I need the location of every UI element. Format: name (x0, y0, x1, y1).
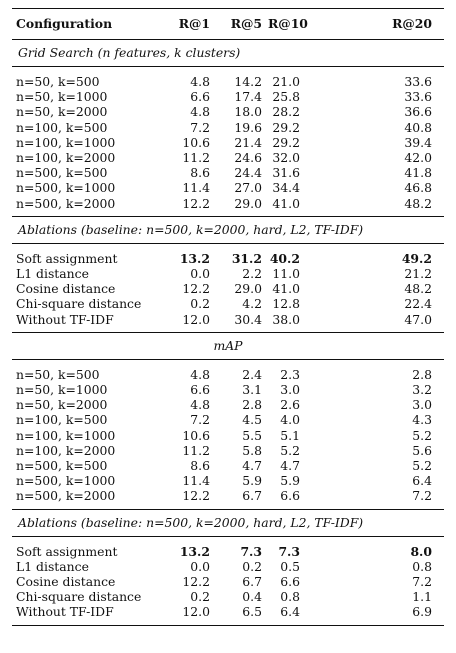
section-ablations-recall-title: Ablations (baseline: n=500, k=2000, hard, L2, TF-IDF) (12, 216, 444, 243)
cell-r20: 7.2 (412, 574, 432, 590)
cell-r20: 5.2 (412, 427, 432, 443)
cell-r20: 39.4 (404, 134, 432, 150)
cell-r5: 29.0 (234, 281, 262, 297)
cell-r10: 12.8 (272, 296, 300, 312)
cell-r20: 3.2 (412, 382, 432, 398)
cell-r20: 8.0 (410, 543, 432, 559)
row-configuration: L1 distance (16, 266, 89, 282)
cell-r10: 0.8 (280, 589, 300, 605)
table-row (12, 135, 444, 150)
row-configuration: n=50, k=1000 (16, 382, 108, 398)
cell-r10: 11.0 (272, 266, 300, 282)
cell-r1: 6.6 (190, 382, 210, 398)
cell-r20: 4.3 (412, 412, 432, 428)
cell-r10: 4.0 (280, 412, 300, 428)
cell-r20: 33.6 (404, 74, 432, 89)
cell-r20: 49.2 (401, 250, 432, 266)
section-grid-search (12, 40, 444, 67)
cell-r5: 6.5 (220, 604, 266, 625)
cell-r1: 12.2 (182, 281, 210, 297)
cell-r10: 34.4 (272, 180, 300, 196)
cell-r1: 8.6 (190, 165, 210, 181)
table-row (12, 536, 444, 559)
row-configuration: n=50, k=2000 (16, 104, 108, 120)
cell-r20: 36.6 (404, 104, 432, 120)
section-ablations-map-title: Ablations (baseline: n=500, k=2000, hard, L2, TF-IDF) (12, 509, 444, 536)
table-row (12, 397, 444, 412)
header-r10: R@10 (266, 9, 312, 40)
table-row (12, 312, 444, 333)
table-row (12, 589, 444, 604)
cell-r1: 12.0 (162, 604, 220, 625)
table-row (12, 243, 444, 266)
cell-r20: 21.2 (404, 266, 432, 282)
row-configuration: n=100, k=500 (16, 119, 108, 135)
cell-r20: 47.0 (312, 312, 444, 333)
table-header-row (12, 9, 444, 40)
cell-r5: 31.2 (231, 250, 262, 266)
row-configuration: n=500, k=2000 (12, 488, 162, 509)
row-configuration: Cosine distance (16, 281, 116, 297)
row-configuration: n=100, k=1000 (16, 134, 116, 150)
cell-r10: 40.2 (269, 250, 300, 266)
cell-r5: 21.4 (234, 134, 262, 150)
cell-r5: 4.5 (242, 412, 262, 428)
row-configuration: Cosine distance (16, 574, 116, 590)
section-map (12, 332, 444, 359)
cell-r20: 0.8 (412, 558, 432, 574)
row-configuration: n=50, k=2000 (16, 397, 108, 413)
section-map-title: mAP (12, 332, 444, 359)
cell-r20: 2.8 (412, 366, 432, 382)
row-configuration: Soft assignment (16, 543, 118, 559)
row-configuration: n=100, k=500 (16, 412, 108, 428)
row-configuration: n=50, k=500 (16, 74, 100, 89)
cell-r10: 5.9 (280, 473, 300, 489)
cell-r1: 4.8 (190, 366, 210, 382)
row-configuration: n=500, k=500 (16, 458, 108, 474)
cell-r5: 2.2 (242, 266, 262, 282)
cell-r5: 0.4 (242, 589, 262, 605)
cell-r20: 1.1 (412, 589, 432, 605)
row-configuration: n=500, k=1000 (16, 180, 116, 196)
cell-r10: 38.0 (266, 312, 312, 333)
cell-r5: 2.8 (242, 397, 262, 413)
cell-r10: 25.8 (272, 89, 300, 105)
cell-r5: 5.5 (242, 427, 262, 443)
cell-r10: 21.0 (272, 74, 300, 89)
cell-r1: 11.2 (182, 150, 210, 166)
cell-r1: 13.2 (179, 543, 210, 559)
header-configuration: Configuration (12, 9, 162, 40)
cell-r20: 46.8 (404, 180, 432, 196)
cell-r20: 48.2 (404, 281, 432, 297)
cell-r10: 41.0 (272, 281, 300, 297)
table-row (12, 165, 444, 180)
cell-r1: 13.2 (179, 250, 210, 266)
table-row (12, 412, 444, 427)
cell-r20: 33.6 (404, 89, 432, 105)
cell-r20: 5.6 (412, 442, 432, 458)
row-configuration: Soft assignment (16, 250, 118, 266)
cell-r5: 14.2 (234, 74, 262, 89)
cell-r1: 4.8 (190, 104, 210, 120)
cell-r20: 5.2 (412, 458, 432, 474)
row-configuration: Without TF-IDF (12, 604, 162, 625)
row-configuration: Chi-square distance (16, 589, 142, 605)
table-row (12, 359, 444, 382)
table-row (12, 180, 444, 195)
table-row (12, 559, 444, 574)
cell-r20: 48.2 (312, 196, 444, 217)
header-r5: R@5 (220, 9, 266, 40)
row-configuration: n=50, k=500 (16, 366, 100, 382)
cell-r1: 10.6 (182, 427, 210, 443)
cell-r1: 12.2 (162, 488, 220, 509)
cell-r10: 29.2 (272, 119, 300, 135)
row-configuration: n=500, k=2000 (12, 196, 162, 217)
cell-r10: 4.7 (280, 458, 300, 474)
table-row (12, 574, 444, 589)
cell-r1: 6.6 (190, 89, 210, 105)
cell-r10: 28.2 (272, 104, 300, 120)
cell-r5: 30.4 (220, 312, 266, 333)
cell-r1: 0.0 (190, 558, 210, 574)
row-configuration: n=100, k=2000 (16, 150, 116, 166)
table-row (12, 458, 444, 473)
table-row (12, 296, 444, 311)
cell-r10: 5.2 (280, 442, 300, 458)
cell-r5: 6.7 (220, 488, 266, 509)
table-row (12, 120, 444, 135)
cell-r5: 3.1 (242, 382, 262, 398)
table-row (12, 104, 444, 119)
cell-r20: 6.9 (312, 604, 444, 625)
cell-r5: 29.0 (220, 196, 266, 217)
cell-r20: 7.2 (312, 488, 444, 509)
cell-r1: 11.4 (182, 473, 210, 489)
cell-r5: 17.4 (234, 89, 262, 105)
cell-r10: 3.0 (280, 382, 300, 398)
row-configuration: n=100, k=2000 (16, 442, 116, 458)
cell-r5: 4.7 (242, 458, 262, 474)
cell-r1: 7.2 (190, 119, 210, 135)
cell-r10: 41.0 (266, 196, 312, 217)
row-configuration: n=50, k=1000 (16, 89, 108, 105)
header-r20: R@20 (312, 9, 444, 40)
cell-r20: 6.4 (412, 473, 432, 489)
cell-r1: 11.4 (182, 180, 210, 196)
cell-r5: 4.2 (242, 296, 262, 312)
section-ablations-recall (12, 216, 444, 243)
cell-r10: 6.6 (280, 574, 300, 590)
cell-r1: 12.2 (182, 574, 210, 590)
row-configuration: L1 distance (16, 558, 89, 574)
table-row (12, 266, 444, 281)
row-configuration: Without TF-IDF (12, 312, 162, 333)
cell-r10: 6.4 (266, 604, 312, 625)
row-configuration: n=500, k=500 (16, 165, 108, 181)
cell-r20: 42.0 (404, 150, 432, 166)
row-configuration: n=500, k=1000 (16, 473, 116, 489)
cell-r1: 8.6 (190, 458, 210, 474)
cell-r5: 2.4 (242, 366, 262, 382)
cell-r1: 12.0 (162, 312, 220, 333)
cell-r10: 29.2 (272, 134, 300, 150)
table-row (12, 67, 444, 90)
cell-r5: 5.8 (242, 442, 262, 458)
table-row (12, 488, 444, 509)
table-row (12, 89, 444, 104)
cell-r1: 12.2 (162, 196, 220, 217)
cell-r20: 22.4 (404, 296, 432, 312)
results-table (12, 8, 444, 626)
cell-r5: 18.0 (234, 104, 262, 120)
cell-r20: 3.0 (412, 397, 432, 413)
row-configuration: Chi-square distance (16, 296, 142, 312)
table-row (12, 196, 444, 217)
cell-r10: 32.0 (272, 150, 300, 166)
results-table-container (12, 8, 444, 626)
cell-r10: 2.6 (280, 397, 300, 413)
table-row (12, 382, 444, 397)
table-row (12, 604, 444, 625)
cell-r5: 5.9 (242, 473, 262, 489)
cell-r10: 0.5 (280, 558, 300, 574)
cell-r10: 7.3 (278, 543, 300, 559)
cell-r1: 10.6 (182, 134, 210, 150)
cell-r5: 27.0 (234, 180, 262, 196)
cell-r5: 24.4 (234, 165, 262, 181)
header-r1: R@1 (162, 9, 220, 40)
cell-r1: 4.8 (190, 74, 210, 89)
row-configuration: n=100, k=1000 (16, 427, 116, 443)
cell-r1: 0.2 (190, 296, 210, 312)
cell-r1: 7.2 (190, 412, 210, 428)
table-row (12, 150, 444, 165)
cell-r5: 6.7 (242, 574, 262, 590)
cell-r5: 24.6 (234, 150, 262, 166)
section-grid-search-title: Grid Search (n features, k clusters) (12, 40, 444, 67)
cell-r1: 0.0 (190, 266, 210, 282)
cell-r1: 11.2 (182, 442, 210, 458)
cell-r1: 4.8 (190, 397, 210, 413)
section-ablations-map (12, 509, 444, 536)
cell-r20: 40.8 (404, 119, 432, 135)
table-row (12, 443, 444, 458)
table-row (12, 473, 444, 488)
cell-r1: 0.2 (190, 589, 210, 605)
table-row (12, 428, 444, 443)
cell-r5: 7.3 (240, 543, 262, 559)
cell-r5: 0.2 (242, 558, 262, 574)
cell-r5: 19.6 (234, 119, 262, 135)
cell-r20: 41.8 (404, 165, 432, 181)
cell-r10: 2.3 (280, 366, 300, 382)
cell-r10: 6.6 (266, 488, 312, 509)
cell-r10: 31.6 (272, 165, 300, 181)
cell-r10: 5.1 (280, 427, 300, 443)
table-row (12, 281, 444, 296)
